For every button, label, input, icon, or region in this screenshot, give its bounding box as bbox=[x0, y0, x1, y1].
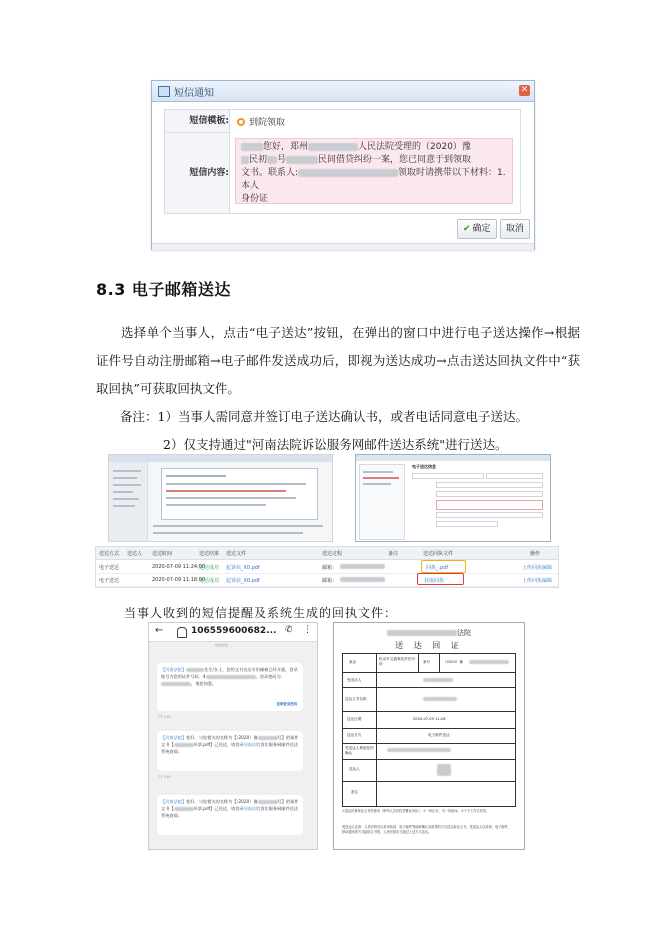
screenshot-popup bbox=[161, 468, 318, 520]
col-header: 备注 bbox=[388, 551, 399, 557]
section-title: 电子邮箱送达 bbox=[131, 280, 231, 299]
delivery-records-table bbox=[95, 546, 559, 588]
sms-text: 您好，与您相关的名称为【（2020）豫 bbox=[186, 799, 258, 804]
redacted bbox=[174, 743, 194, 747]
template-option[interactable] bbox=[237, 115, 285, 128]
delivery-dialog-screenshot bbox=[355, 454, 551, 542]
redacted bbox=[298, 169, 398, 177]
section-heading bbox=[96, 277, 231, 300]
cell-file-link[interactable]: 起诉状_X0.pdf bbox=[226, 578, 260, 584]
sms-text: 传票.pdf】已送 bbox=[193, 806, 223, 811]
redacted bbox=[267, 156, 277, 164]
back-arrow-icon[interactable]: ← bbox=[155, 625, 164, 636]
sms-bubble bbox=[157, 663, 303, 711]
paragraph-caption: 当事人收到的短信提醒及系统生成的回执文件： bbox=[124, 606, 398, 620]
edit-link[interactable]: 编辑 bbox=[542, 565, 553, 571]
receipt-table bbox=[342, 653, 516, 807]
sms-link[interactable]: 河南法院 bbox=[243, 742, 261, 747]
confirmation-label: 受送达人系统处的确认 bbox=[345, 746, 374, 755]
sms-content[interactable] bbox=[235, 138, 513, 204]
paragraph-note-1: 备注：1）当事人需同意并签订电子送达确认书，或者电话同意电子送达。 bbox=[120, 409, 528, 424]
sms-notice-dialog bbox=[151, 80, 535, 250]
sms-time: 下午1:49 bbox=[157, 775, 171, 779]
sms-text: 诉讼服务网邮件送达系统查阅。 bbox=[161, 742, 299, 754]
redacted bbox=[258, 736, 278, 740]
sms-text: 民初 bbox=[249, 155, 268, 165]
dialog-title: 短信通知 bbox=[174, 87, 214, 99]
sms-text: 达，请登录 bbox=[222, 806, 244, 811]
template-option-label: 到院领取 bbox=[249, 118, 286, 128]
cancel-button[interactable]: 取消 bbox=[500, 219, 530, 239]
sms-text: 号】的案件文书【 bbox=[161, 735, 299, 747]
cell-result: 送达成功 bbox=[199, 565, 220, 571]
sms-bubble bbox=[157, 731, 303, 771]
cell-method: 电子送达 bbox=[99, 565, 120, 571]
sms-text: 传票.pdf】已送 bbox=[193, 742, 223, 747]
redacted bbox=[423, 678, 453, 682]
date-label: 送达日期 bbox=[347, 717, 362, 721]
sms-text: 文书。联系人: bbox=[241, 168, 299, 178]
receipt-note: 受送达人注意：人民法院可以采用传真、电子邮件等能够确认其收悉的方式送达诉讼文书。受送达人以传真、电子邮件、移动通讯等方式接收文书的，人民法院应当通过上述方式送达。 bbox=[342, 825, 511, 834]
cell-process: 邮箱： bbox=[322, 565, 338, 571]
sms-bubble bbox=[157, 795, 303, 835]
server-label: 送达人 bbox=[349, 767, 360, 771]
get-receipt-link[interactable]: 获取回执 bbox=[424, 578, 445, 584]
case-no-label: 案号 bbox=[423, 660, 431, 664]
col-header: 操作 bbox=[530, 551, 541, 557]
redacted bbox=[258, 800, 278, 804]
phone-header bbox=[149, 623, 317, 642]
col-header: 送达过程 bbox=[322, 551, 343, 557]
sms-text: 领取时请携带以下材料：1.本人 bbox=[241, 168, 506, 191]
screenshot-toolbar bbox=[109, 455, 332, 462]
delivery-dialog-title: 电子送达信息 bbox=[412, 464, 436, 469]
ok-button[interactable] bbox=[457, 219, 497, 239]
sms-tag: 【河南法院】 bbox=[161, 799, 187, 804]
phone-sms-screenshot bbox=[148, 622, 318, 850]
radio-selected-icon[interactable] bbox=[237, 118, 245, 126]
cell-method: 电子送达 bbox=[99, 578, 120, 584]
dialog-titlebar bbox=[152, 81, 534, 102]
redacted bbox=[423, 697, 457, 701]
sms-link[interactable]: 河南法院 bbox=[243, 806, 261, 811]
bell-icon bbox=[177, 627, 187, 638]
sms-text: 身份证 bbox=[241, 194, 269, 204]
redacted bbox=[206, 675, 256, 679]
sms-time: 下午1:48 bbox=[157, 715, 171, 719]
section-number: 8.3 bbox=[96, 280, 126, 299]
sms-text: ，请您知悉。 bbox=[191, 681, 217, 686]
sms-text: ，登录密码为： bbox=[255, 674, 285, 679]
service-receipt-document bbox=[333, 622, 525, 850]
upload-receipt-link[interactable]: 上传回执 bbox=[522, 565, 543, 571]
redacted bbox=[340, 577, 385, 582]
sms-text: 达，请登录 bbox=[222, 742, 244, 747]
sms-text: 号 bbox=[277, 155, 287, 165]
more-icon[interactable]: ⋮ bbox=[303, 625, 312, 635]
sender-number: 106559600682... bbox=[191, 626, 277, 636]
paragraph-instructions: 选择单个当事人，点击“电子送达”按钮，在弹出的窗口中进行电子送达操作→根据证件号自动注册邮箱→电子邮件发送成功后，即视为送达成功→点击送达回执文件中“获取回执”可获取回执文件。 bbox=[96, 325, 580, 396]
redacted bbox=[387, 748, 451, 752]
screenshot-titlebar bbox=[356, 455, 550, 461]
cell-process: 邮箱： bbox=[322, 578, 338, 584]
ok-label: 确定 bbox=[472, 224, 491, 234]
cause-label: 案由 bbox=[349, 660, 357, 664]
date-value: 2020-07-09 11:26 bbox=[413, 717, 446, 721]
method-value: 电子邮件送达 bbox=[428, 733, 450, 737]
sms-text: 民间借贷纠纷一案，您已同意于到领取 bbox=[318, 155, 472, 165]
redacted bbox=[186, 668, 204, 672]
system-screenshot bbox=[108, 454, 333, 542]
sms-text: 诉讼服务网邮件送达系统查阅。 bbox=[161, 806, 299, 818]
redacted bbox=[308, 143, 358, 151]
col-header: 送达回执文件 bbox=[423, 551, 454, 557]
redacted bbox=[286, 156, 318, 164]
col-header: 送达人 bbox=[127, 551, 143, 557]
remark-label: 备注 bbox=[351, 790, 359, 794]
col-header: 送达时间 bbox=[152, 551, 173, 557]
paragraph-note-2: 2）仅支持通过"河南法院诉讼服务网邮件送达系统"进行送达。 bbox=[163, 437, 508, 452]
cell-receipt-link[interactable]: 回执_.pdf bbox=[426, 565, 449, 571]
phone-subtitle: 短信/彩信 bbox=[215, 643, 229, 647]
case-no-value: （2020）豫 bbox=[443, 660, 463, 664]
sms-tag: 【河南法院】 bbox=[161, 735, 187, 740]
redacted bbox=[387, 630, 457, 636]
redacted bbox=[437, 764, 451, 776]
cause-value: 机动车交通事故责任纠纷 bbox=[379, 657, 415, 666]
redacted bbox=[241, 156, 249, 164]
court-name: 法院 bbox=[457, 629, 471, 637]
redacted bbox=[161, 682, 191, 686]
redacted bbox=[340, 564, 385, 569]
sms-text: 人民法院受理的（2020）豫 bbox=[358, 142, 471, 152]
upload-receipt-link[interactable]: 上传回执 bbox=[522, 578, 543, 584]
close-button[interactable]: ✕ bbox=[520, 85, 529, 95]
sms-text: 号】的案件文书【 bbox=[161, 799, 299, 811]
cell-file-link[interactable]: 起诉状_X0.pdf bbox=[226, 565, 260, 571]
col-header: 送达结果 bbox=[199, 551, 220, 557]
edit-link[interactable]: 编辑 bbox=[542, 578, 553, 584]
doc-name-label: 送达文书名称 bbox=[345, 697, 367, 701]
dialog-bottom-strip bbox=[152, 243, 534, 250]
check-icon: ✔ bbox=[463, 224, 471, 234]
cell-time: 2020-07-09 11:24:00 bbox=[152, 564, 206, 570]
screenshot-sidebar bbox=[109, 462, 148, 541]
highlight-box-red bbox=[417, 573, 464, 585]
phone-call-icon[interactable]: ✆ bbox=[285, 625, 293, 635]
col-header: 送达文件 bbox=[226, 551, 247, 557]
sms-text: 先生/女士，您的文书送达专用邮箱已经开通，登录账号为您的证件号码：4 bbox=[161, 667, 298, 679]
sms-text: 您好，郑州 bbox=[263, 142, 309, 152]
redacted bbox=[241, 143, 263, 151]
receipt-title: 送 达 回 证 bbox=[395, 641, 463, 650]
cell-time: 2020-07-09 11:18:00 bbox=[152, 577, 206, 583]
cell-result: 送达成功 bbox=[199, 578, 220, 584]
content-label: 短信内容: bbox=[165, 133, 230, 213]
sms-form bbox=[164, 109, 521, 214]
copy-password-link[interactable]: 复制登录密码 bbox=[276, 702, 297, 706]
receipt-court bbox=[334, 628, 524, 638]
receipt-note: ①送达民事诉讼文书时使用（审判人员有权签署此诉讼）；②一份正本，另一份副本；③十个工作日有效。 bbox=[342, 809, 490, 813]
sms-tag: 【河南法院】 bbox=[161, 667, 187, 672]
recipient-panel bbox=[359, 464, 405, 540]
highlight-box-yellow bbox=[421, 560, 466, 573]
template-label: 短信模板: bbox=[165, 110, 230, 133]
col-header: 送达方式 bbox=[99, 551, 120, 557]
redacted bbox=[469, 660, 509, 664]
message-icon bbox=[158, 86, 170, 97]
method-label: 送达方式 bbox=[347, 733, 362, 737]
redacted bbox=[174, 807, 194, 811]
recipient-label: 受送达人 bbox=[347, 678, 362, 682]
sms-text: 您好，与您相关的名称为【（2020）豫 bbox=[186, 735, 258, 740]
